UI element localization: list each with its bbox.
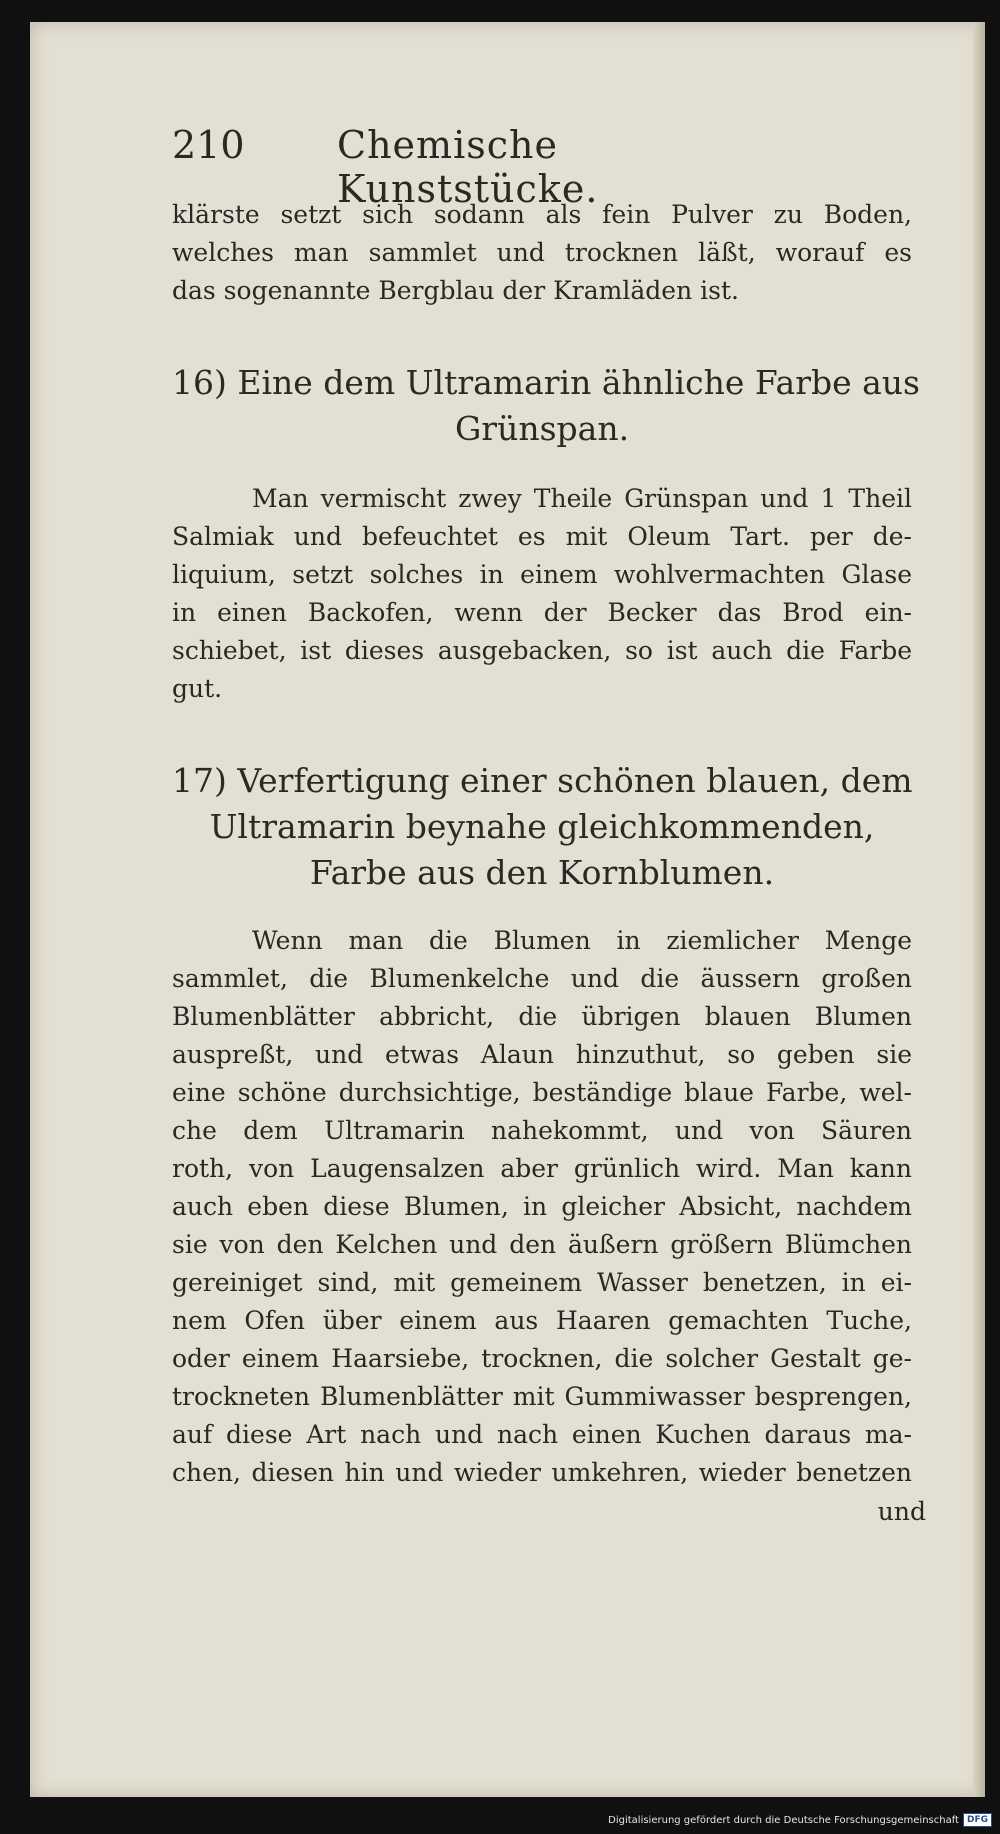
text-line: eine schöne durchsichtige, beständige blaue Farbe, wel- — [172, 1078, 912, 1107]
text-line: auch eben diese Blumen, in gleicher Absicht, nachdem — [172, 1192, 912, 1221]
text-line: gut. — [172, 674, 223, 703]
text-line: in einen Backofen, wenn der Becker das Brod ein- — [172, 598, 912, 627]
heading-line: 17) Verfertigung einer schönen blauen, dem — [172, 761, 913, 800]
heading-line: Grünspan. — [454, 409, 630, 448]
text-line: Blumenblätter abbricht, die übrigen blauen Blumen — [172, 1002, 912, 1031]
page-number: 210 — [172, 123, 245, 167]
text-line: nem Ofen über einem aus Haaren gemachten Tuche, — [172, 1306, 912, 1335]
text-line: klärste setzt sich sodann als fein Pulver zu Boden, — [172, 200, 912, 229]
text-line: chen, diesen hin und wieder umkehren, wieder benetzen — [172, 1458, 912, 1487]
text-line: Wenn man die Blumen in ziemlicher Menge — [252, 926, 912, 955]
text-line: das sogenannte Bergblau der Kramläden ist. — [172, 276, 739, 305]
catchword: und — [877, 1497, 926, 1526]
text-line: trockneten Blumenblätter mit Gummiwasser besprengen, — [172, 1382, 912, 1411]
text-line: auf diese Art nach und nach einen Kuchen daraus ma- — [172, 1420, 912, 1449]
digitization-credit — [608, 1813, 992, 1827]
text-line: liquium, setzt solches in einem wohlvermachten Glase — [172, 560, 912, 589]
heading-line: Farbe aus den Kornblumen. — [309, 853, 775, 892]
heading-line: 16) Eine dem Ultramarin ähnliche Farbe aus — [172, 363, 920, 402]
running-title: Chemische Kunststücke. — [337, 123, 599, 211]
intro-paragraph — [172, 196, 912, 310]
text-line: Salmiak und befeuchtet es mit Oleum Tart. per de- — [172, 522, 912, 551]
text-line: roth, von Laugensalzen aber grünlich wird. Man kann — [172, 1154, 912, 1183]
text-line: sammlet, die Blumenkelche und die äussern großen — [172, 964, 912, 993]
text-line: gereiniget sind, mit gemeinem Wasser benetzen, in ei- — [172, 1268, 912, 1297]
section-17-heading — [172, 758, 912, 896]
text-line: auspreßt, und etwas Alaun hinzuthut, so geben sie — [172, 1040, 912, 1069]
text-line: Man vermischt zwey Theile Grünspan und 1 Theil — [252, 484, 912, 513]
text-line: oder einem Haarsiebe, trocknen, die solcher Gestalt ge- — [172, 1344, 912, 1373]
text-line: sie von den Kelchen und den äußern größern Blümchen — [172, 1230, 912, 1259]
section-16-body — [172, 480, 912, 708]
text-line: schiebet, ist dieses ausgebacken, so ist auch die Farbe — [172, 636, 912, 665]
credit-text: Digitalisierung gefördert durch die Deutsche Forschungsgemeinschaft — [608, 1814, 959, 1826]
dfg-logo-icon: DFG — [963, 1813, 992, 1827]
text-line: che dem Ultramarin nahekommt, und von Säuren — [172, 1116, 912, 1145]
section-17-body — [172, 922, 912, 1492]
section-16-heading — [172, 360, 920, 452]
text-line: welches man sammlet und trocknen läßt, worauf es — [172, 238, 912, 267]
heading-line: Ultramarin beynahe gleichkommenden, — [209, 807, 875, 846]
